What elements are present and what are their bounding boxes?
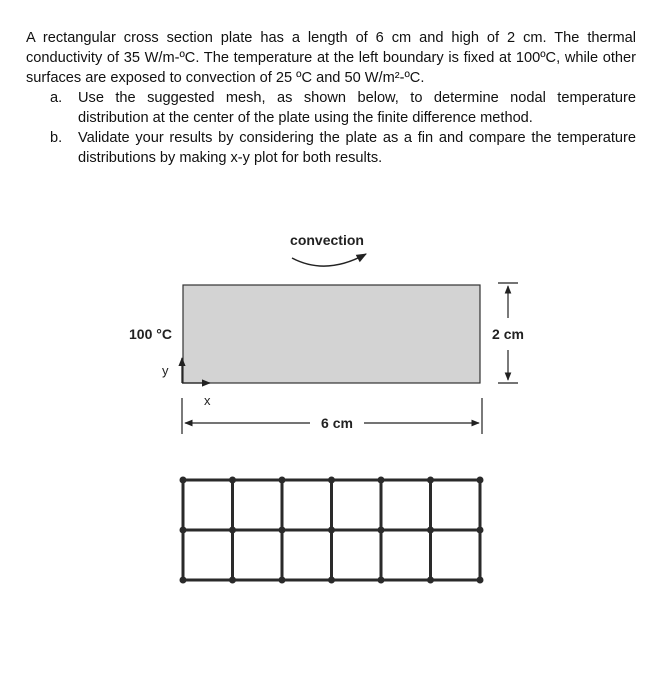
mesh-node — [229, 477, 236, 484]
convection-arrow — [292, 254, 366, 266]
mesh-node — [477, 477, 484, 484]
mesh-node — [378, 477, 385, 484]
mesh-node — [279, 477, 286, 484]
mesh-node — [328, 577, 335, 584]
left-temperature-label: 100 °C — [129, 326, 172, 342]
mesh-node — [378, 527, 385, 534]
mesh-node — [378, 577, 385, 584]
mesh-node — [427, 527, 434, 534]
mesh-node — [279, 577, 286, 584]
part-a-marker: a. — [50, 90, 63, 106]
mesh-node — [229, 577, 236, 584]
mesh-node — [328, 527, 335, 534]
mesh-node — [180, 577, 187, 584]
part-b-marker: b. — [50, 130, 63, 146]
part-a-text: Use the suggested mesh, as shown below, to determine nodal temperature distribution at the center of the plate using the finite difference method. — [78, 90, 636, 126]
mesh-node — [229, 527, 236, 534]
length-label: 6 cm — [321, 415, 353, 431]
part-b-text: Validate your results by considering the plate as a fin and compare the temperature distributions by making x-y plot for both results. — [78, 130, 636, 166]
fd-mesh — [180, 477, 484, 584]
mesh-node — [427, 477, 434, 484]
mesh-node — [180, 527, 187, 534]
mesh-node — [477, 527, 484, 534]
mesh-node — [427, 577, 434, 584]
problem-intro: A rectangular cross section plate has a length of 6 cm and high of 2 cm. The thermal conductivity of 35 W/m-ºC. The temperature at the left boundary is fixed at 100ºC, while other surfaces are exposed to convection of 25 ºC and 50 W/m²-ºC. — [26, 30, 636, 86]
mesh-node — [477, 577, 484, 584]
y-axis-label: y — [162, 363, 169, 378]
convection-label: convection — [290, 232, 364, 248]
mesh-node — [279, 527, 286, 534]
x-axis-label: x — [204, 393, 211, 408]
plate-rectangle — [183, 285, 480, 383]
height-label: 2 cm — [492, 326, 524, 342]
mesh-node — [328, 477, 335, 484]
mesh-node — [180, 477, 187, 484]
